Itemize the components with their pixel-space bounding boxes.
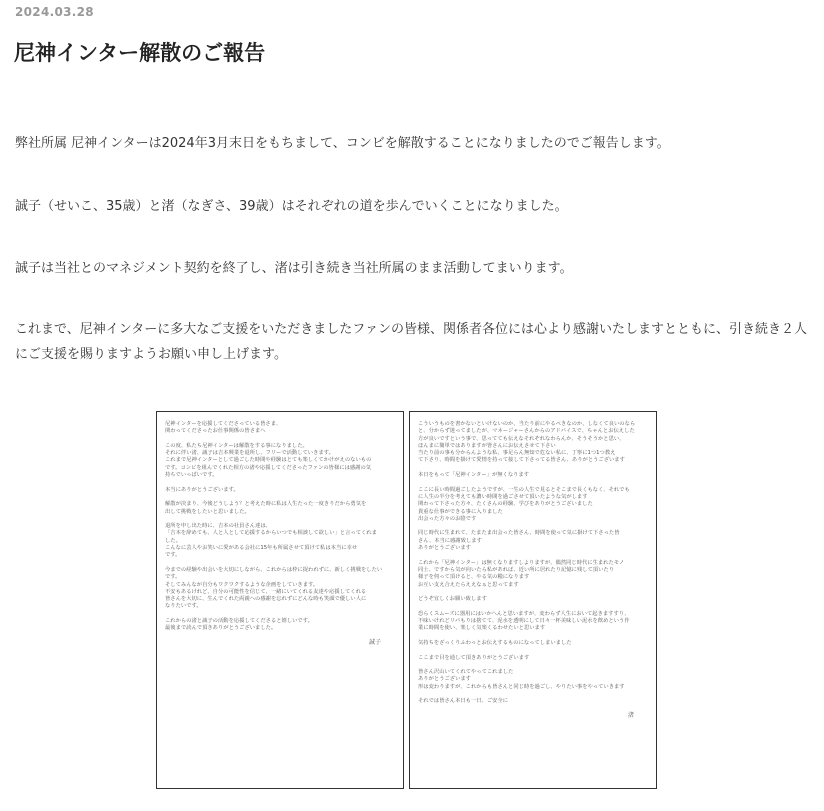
letter-line: これまで尼神インターとして過ごした時間や経験はとても楽しくてかけがえのないもの	[165, 457, 372, 464]
letter-line: 同士、ですから気が向いたら私があれば、近い所に居れたり記憶に残して頂いたり	[418, 566, 614, 573]
letter-nagisa	[409, 411, 657, 789]
letter-line: ありがとうございます	[418, 676, 471, 683]
letter-line: 皆さんを大切に、生んでくれた両親への感謝を忘れずにどんな時も笑顔で優しい人に	[165, 596, 367, 603]
article-date: 2024.03.28	[15, 5, 94, 19]
letter-line: 形は変わりますが、これからも皆さんと同じ時を過ごし、やりたい事をやっていきます	[418, 683, 625, 690]
letter-line: て下さり、時間を掛けて愛情を持って接して下さってる皆さん、ありがとうございます	[418, 457, 625, 464]
letter-line: と、分からず迷ってましたが、マネージャーさんからのアドバイスで、ちゃんとお伝えした	[418, 428, 635, 435]
letter-line: 貴重な仕事ができる事に入りました	[418, 508, 503, 515]
letter-line: 同じ時代に生まれて、たまたま出会った皆さん、時間を使って気に掛けて下さった皆	[418, 530, 620, 537]
letter-line: なりたいです。	[165, 603, 202, 610]
letter-line: 「吉本を辞めても、人と人として応援するからいつでも相談して欲しい」と言ってくれま	[165, 530, 377, 537]
letter-line: 関わって下さった方々、たくさんの経験、学びをありがとうございました	[418, 501, 593, 508]
article-paragraph: これまで、尼神インターに多大なご支援をいただきましたファンの皆様、関係者各位には心より感謝いたしますとともに、引き続き２人にご支援を賜りますようお願い申し上げます。	[15, 322, 807, 362]
letter-line: です。コンビを組んでくれた相方の渚や応援してくださったファンの皆様には感謝の気	[165, 464, 372, 471]
letter-line: これからの渚と誠子の活動を応援してくださると嬉しいです。	[165, 618, 313, 625]
letter-line: 業に時間を使い、楽しく気楽くるわせたいと思います	[418, 625, 546, 632]
letter-signature: 誠子	[368, 638, 381, 646]
letter-line	[165, 479, 395, 486]
article-paragraph: 誠子は当社とのマネジメント契約を終了し、渚は引き続き当社所属のまま活動してまいります。	[15, 261, 573, 276]
letter-line: です。	[165, 574, 181, 581]
letter-line: ありがとうございます	[418, 545, 471, 552]
letter-line: どうぞ宜しくお願い致します	[418, 596, 487, 603]
letter-line: です。	[165, 552, 181, 559]
letter-line: 不安もあるけれど、自分の可能性を信じて、一緒にいてくれる友達や応援してくれる	[165, 588, 367, 595]
letter-line: 当たり前の事も分からんような私、事足らん無知で危ない私に、丁寧に1つ1つ教え	[418, 450, 616, 457]
letter-line: 最後まで読んで頂きありがとうございました。	[165, 625, 277, 632]
letter-seiko	[156, 411, 404, 789]
article-paragraph: 誠子（せいこ、35歳）と渚（なぎさ、39歳）はそれぞれの道を歩んでいくことになりました。	[15, 199, 568, 214]
letter-line: ほんまに簡単ではありますが皆さんにお伝えさせて下さい	[418, 442, 556, 449]
letter-line: 出会った方々のお陰です	[418, 515, 477, 522]
letter-line: 恐らくスムーズに器用にはいかへんと思いますが、変わらず人生において起きますすり、	[418, 610, 630, 617]
letter-line: 関わってくださったお仕事関係の皆さまへ	[165, 428, 266, 435]
letter-line: こんなに芸人やお笑いに愛がある会社に15年も所属させて頂けて私は本当に幸せ	[165, 545, 358, 552]
letter-line: に人生の半分を考えても濃い時間を過ごさせて頂いたような気がします	[418, 493, 588, 500]
letter-line: それに伴い渚、誠子は吉本興業を退所し、フリーで活動していきます。	[165, 450, 334, 457]
letter-line	[418, 647, 648, 654]
letter-line	[165, 436, 395, 443]
letter-line: 皆さん沢山いてくれてやってこれました	[418, 669, 514, 676]
letter-line: さん、本当に感謝致します	[418, 537, 482, 544]
letter-line: 気持ちをざっくりふわっとお伝えするものになってしまいました	[418, 639, 572, 646]
letter-line	[418, 603, 648, 610]
letter-line	[418, 552, 648, 559]
letter-line	[418, 662, 648, 669]
letter-line: 本当にありがとうございます。	[165, 486, 239, 493]
letter-line: 様子を伺って頂けると、やる気の糧になります	[418, 574, 530, 581]
letter-line: そしてみんなが自分もワクワクするような企画をしていきます。	[165, 581, 319, 588]
letter-line	[165, 611, 395, 618]
article-paragraph: 弊社所属 尼神インターは2024年3月末日をもちまして、コンビを解散することになりましたのでご報告します。	[15, 136, 670, 151]
letter-line: それでは皆さん本日も一日、ご安全に	[418, 698, 509, 705]
letter-line: 本日をもって「尼神インター」が無くなります	[418, 472, 530, 479]
letter-line: 不味いけれどリバもりは捨てて、泥水を透明にして日々一杯美味しい泥水を飲めという作	[418, 618, 630, 625]
letter-line: この度、私たち尼神インターは解散をする事になりました。	[165, 442, 308, 449]
letter-line: ここに長い時間過ごしたようですが、一生の人生で見るとそこまで長くもなく、それでも	[418, 486, 630, 493]
letter-line: 方が良いですという事で、思ってても伝えなそれぞれなわらんか、そうそうかと思い、	[418, 435, 625, 442]
page-title: 尼神インター解散のご報告	[14, 41, 266, 65]
letter-line: 尼神インターを応援してくださっている皆さま、	[165, 421, 282, 427]
letter-line: 退所を申し出た時に、吉本の社員さん達は、	[165, 523, 271, 530]
letter-line	[165, 560, 395, 567]
letter-line: ここまで目を通して頂きありがとうございます	[418, 654, 530, 661]
letter-line: 持ちでいっぱいです。	[165, 472, 218, 479]
letter-line	[418, 479, 648, 486]
letter-line: した。	[165, 537, 181, 544]
letter-signature: 渚	[627, 711, 634, 719]
letter-line: お互い支え合えたらええなぁと思ってます	[418, 581, 519, 588]
letter-line: これから「尼神インター」は無くなりますしよりますが、偶然同じ時代に生まれたモノ	[418, 559, 625, 566]
letter-line: 解散が決まり、今後どうしよう？と考えた時に私は人生たった一度きりだから勇気を	[165, 501, 367, 508]
letter-line: 出して挑戦をしたいと思いました。	[165, 508, 250, 515]
letter-line: こういうものを書かないといけないのか、当たり前にやるべきなのか、しなくて良いのなら	[418, 421, 636, 427]
letter-line	[418, 465, 648, 472]
letter-line: 今までの経験や出会いを大切にしながら、これからは枠に捉われずに、新しく挑戦をしたい	[165, 566, 383, 573]
letter-line	[418, 633, 648, 640]
